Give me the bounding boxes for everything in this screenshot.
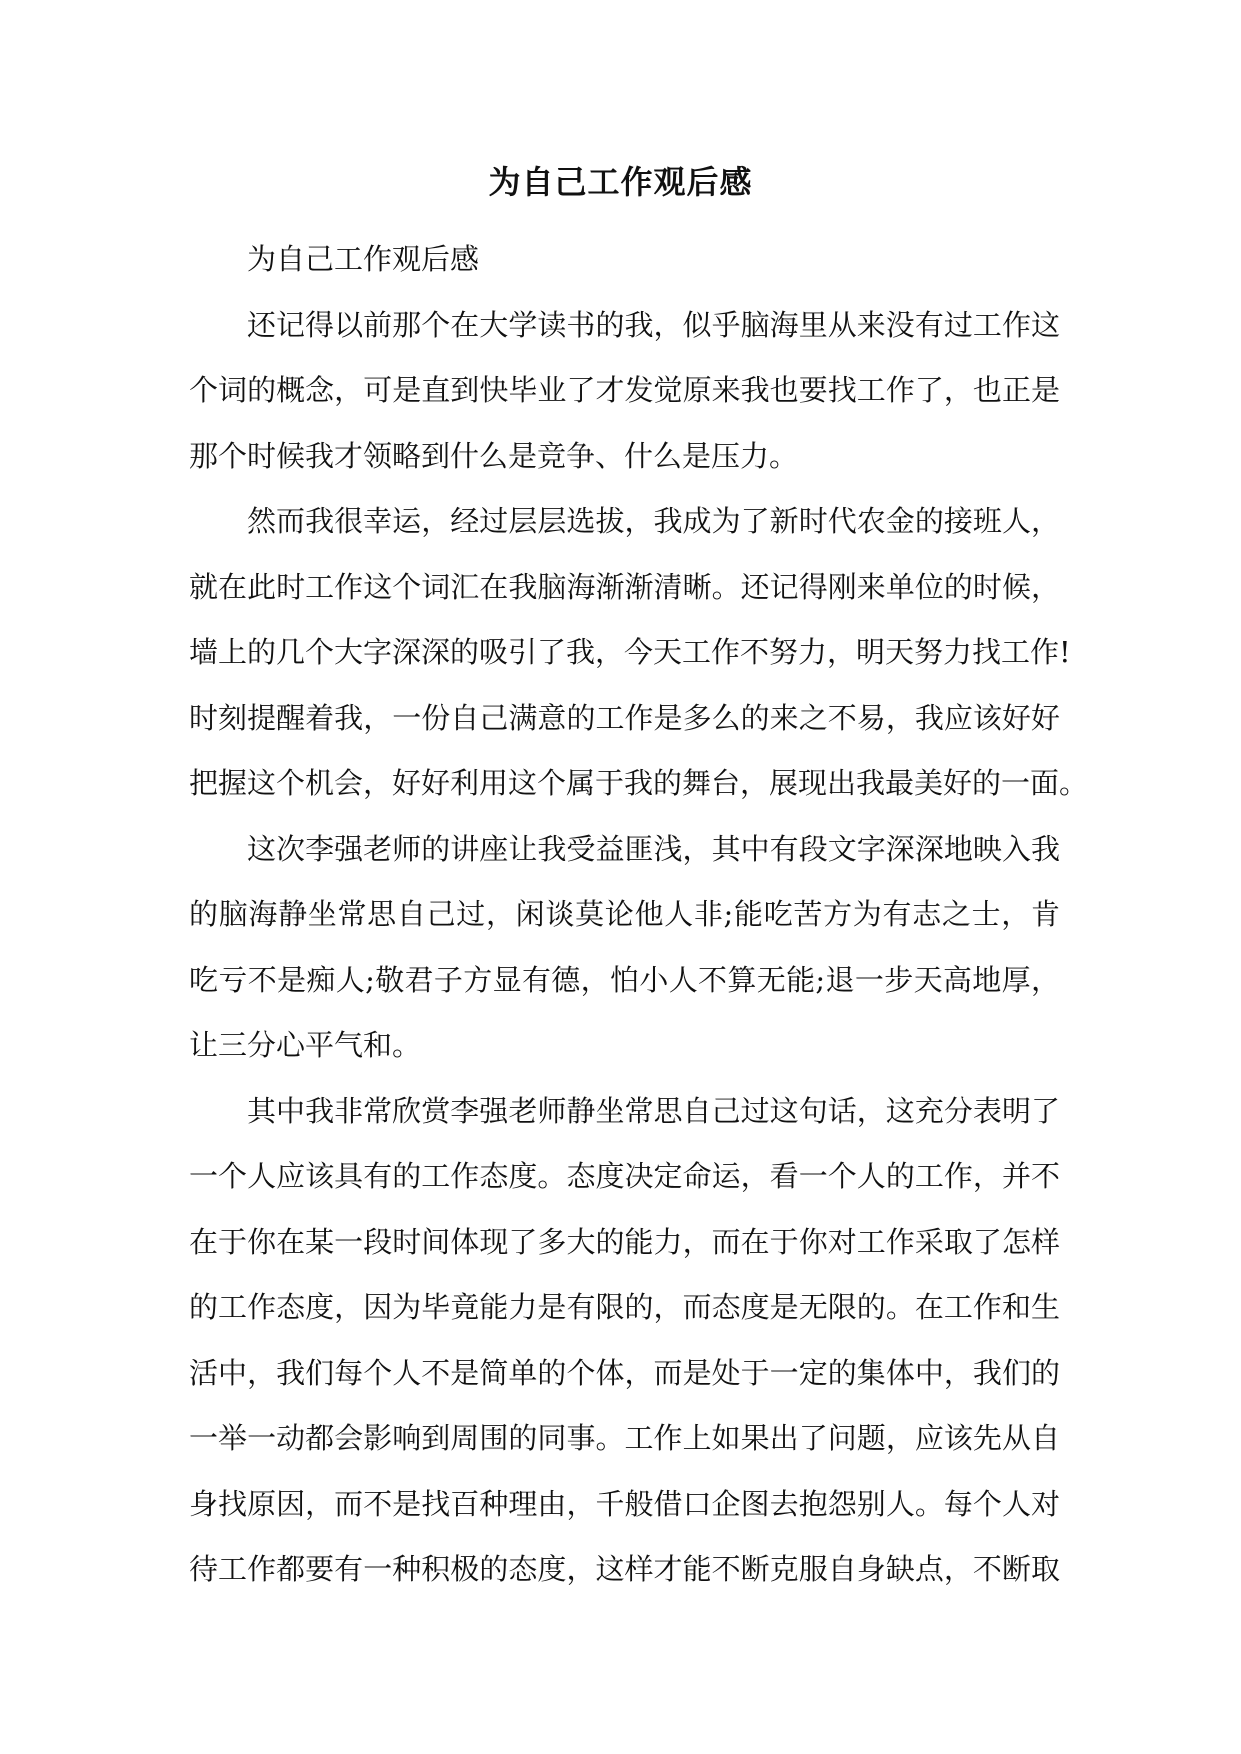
paragraph bbox=[189, 489, 1089, 817]
text-line: 时刻提醒着我，一份自己满意的工作是多么的来之不易，我应该好好 bbox=[189, 700, 1060, 735]
paragraph bbox=[189, 227, 1060, 293]
paragraph bbox=[189, 293, 1060, 490]
text-line: 的脑海静坐常思自己过，闲谈莫论他人非;能吃苦方为有志之士，肯 bbox=[189, 897, 1060, 931]
document-title: 为自己工作观后感 bbox=[488, 163, 753, 201]
text-line: 活中，我们每个人不是简单的个体，而是处于一定的集体中，我们的 bbox=[189, 1355, 1060, 1390]
text-line: 待工作都要有一种积极的态度，这样才能不断克服自身缺点，不断取 bbox=[189, 1552, 1060, 1586]
text-line: 那个时候我才领略到什么是竞争、什么是压力。 bbox=[189, 438, 799, 473]
text-line: 为自己工作观后感 bbox=[247, 242, 480, 276]
text-line: 然而我很幸运，经过层层选拔，我成为了新时代农金的接班人， bbox=[247, 504, 1060, 538]
text-line: 吃亏不是痴人;敬君子方显有德，怕小人不算无能;退一步天高地厚， bbox=[189, 962, 1060, 997]
text-line: 还记得以前那个在大学读书的我，似乎脑海里从来没有过工作这 bbox=[247, 307, 1060, 342]
document-body bbox=[189, 227, 1089, 1603]
text-line: 个词的概念，可是直到快毕业了才发觉原来我也要找工作了，也正是 bbox=[189, 373, 1060, 407]
text-line: 墙上的几个大字深深的吸引了我，今天工作不努力，明天努力找工作! bbox=[189, 635, 1071, 669]
text-line: 这次李强老师的讲座让我受益匪浅，其中有段文字深深地映入我 bbox=[247, 831, 1060, 866]
paragraph bbox=[189, 817, 1060, 1079]
text-line: 把握这个机会，好好利用这个属于我的舞台，展现出我最美好的一面。 bbox=[189, 766, 1089, 800]
text-line: 就在此时工作这个词汇在我脑海渐渐清晰。还记得刚来单位的时候， bbox=[189, 569, 1060, 604]
text-line: 一个人应该具有的工作态度。态度决定命运，看一个人的工作，并不 bbox=[189, 1159, 1060, 1193]
text-line: 的工作态度，因为毕竟能力是有限的，而态度是无限的。在工作和生 bbox=[189, 1290, 1060, 1324]
text-line: 身找原因，而不是找百种理由，千般借口企图去抱怨别人。每个人对 bbox=[189, 1486, 1060, 1521]
text-line: 让三分心平气和。 bbox=[189, 1028, 422, 1062]
text-line: 在于你在某一段时间体现了多大的能力，而在于你对工作采取了怎样 bbox=[189, 1224, 1060, 1259]
text-line: 其中我非常欣赏李强老师静坐常思自己过这句话，这充分表明了 bbox=[247, 1093, 1060, 1128]
text-line: 一举一动都会影响到周围的同事。工作上如果出了问题，应该先从自 bbox=[189, 1421, 1060, 1455]
paragraph bbox=[189, 1079, 1060, 1603]
